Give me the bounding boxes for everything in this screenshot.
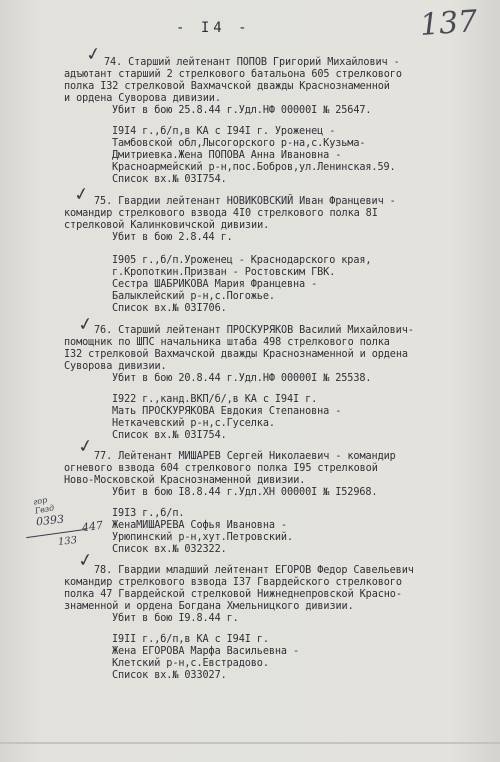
entry-74-details: Красноармейский р-н,пос.Бобров,ул.Ленинская.59. <box>112 162 396 173</box>
entry-77-details: I9I3 г.,б/п. <box>112 508 185 519</box>
entry-76-list: Список вх.№ 03I754. <box>112 430 227 441</box>
page-number: - I4 - <box>176 20 251 36</box>
margin-note: гор Гвзд <box>32 495 55 516</box>
check-mark-icon: ✓ <box>76 434 95 459</box>
entry-75-details: Балыклейский р-н,с.Погожье. <box>112 291 275 302</box>
entry-76-details: I922 г.,канд.ВКП/б/,в КА с I94I г. <box>112 394 318 405</box>
check-mark-icon: ✓ <box>76 312 95 337</box>
margin-note: 133 <box>57 535 78 548</box>
entry-76-details: Неткачевский р-н,с.Гуселка. <box>112 418 275 429</box>
entry-77-text: огневого взвода 604 стрелкового полка I95 стрелковой <box>64 463 378 474</box>
entry-76-text: помощник по ШПС начальника штаба 498 стрелкового полка <box>64 337 390 348</box>
check-mark-icon: ✓ <box>76 548 95 573</box>
entry-78-killed: Убит в бою I9.8.44 г. <box>112 613 239 624</box>
entry-77-header: 77. Лейтенант МИШАРЕВ Сергей Николаевич - командир <box>94 451 396 462</box>
entry-74-text: полка I32 стрелковой Вахмачской дважды Краснознаменной <box>64 81 390 92</box>
check-mark-icon: ✓ <box>72 182 91 207</box>
archive-number: 137 <box>418 4 479 43</box>
entry-77-killed: Убит в бою I8.8.44 г.Удл.ХН 00000I № I52968. <box>112 487 378 498</box>
margin-note: 447 <box>81 518 104 535</box>
entry-75-text: командир стрелкового взвода 4I0 стрелкового полка 8I <box>64 208 378 219</box>
entry-74-text: и ордена Суворова дивизии. <box>64 93 221 104</box>
entry-75-details: г.Кропоткин.Призван - Ростовским ГВК. <box>112 267 336 278</box>
entry-76-text: I32 стрелковой Вахмачской дважды Краснознаменной и ордена <box>64 349 408 360</box>
entry-75-text: стрелковой Калинковичской дивизии. <box>64 220 270 231</box>
entry-77-details: Урюпинский р-н,хут.Петровский. <box>112 532 294 543</box>
entry-78-details: I9II г.,б/п,в КА с I94I г. <box>112 634 269 645</box>
entry-77-details: ЖенаМИШАРЕВА Софья Ивановна - <box>112 520 287 531</box>
entry-76-killed: Убит в бою 20.8.44 г.Удл.НФ 00000I № 25538. <box>112 373 372 384</box>
margin-note: 0393 <box>35 512 65 529</box>
entry-74-text: адъютант старший 2 стрелкового батальона 605 стрелкового <box>64 69 402 80</box>
entry-76-details: Мать ПРОСКУРЯКОВА Евдокия Степановна - <box>112 406 342 417</box>
entry-74-header: 74. Старший лейтенант ПОПОВ Григорий Михайлович - <box>104 57 400 68</box>
entry-74-details: Дмитриевка.Жена ПОПОВА Анна Ивановна - <box>112 150 342 161</box>
entry-78-details: Клетский р-н,с.Евстрадово. <box>112 658 269 669</box>
entry-78-text: полка 47 Гвардейской стрелковой Нижнеднепровской Красно- <box>64 589 402 600</box>
entry-75-list: Список вх.№ 03I706. <box>112 303 227 314</box>
entry-76-header: 76. Старший лейтенант ПРОСКУРЯКОВ Василий Михайлович- <box>94 325 414 336</box>
entry-75-details: I905 г.,б/п.Уроженец - Краснодарского края, <box>112 255 372 266</box>
entry-77-list: Список вх.№ 032322. <box>112 544 227 555</box>
entry-74-list: Список вх.№ 03I754. <box>112 174 227 185</box>
entry-78-details: Жена ЕГОРОВА Марфа Васильевна - <box>112 646 300 657</box>
margin-note-underline <box>26 529 86 538</box>
entry-75-header: 75. Гвардии лейтенант НОВИКОВСКИЙ Иван Францевич - <box>94 196 396 207</box>
entry-78-text: командир стрелкового взвода I37 Гвардейского стрелкового <box>64 577 402 588</box>
entry-78-text: знаменной и ордена Богдана Хмельницкого дивизии. <box>64 601 354 612</box>
entry-75-details: Сестра ШАБРИКОВА Мария Францевна - <box>112 279 318 290</box>
page-edge <box>0 742 500 744</box>
entry-78-header: 78. Гвардии младший лейтенант ЕГОРОВ Федор Савельевич <box>94 565 414 576</box>
entry-76-text: Суворова дивизии. <box>64 361 167 372</box>
entry-74-details: Тамбовской обл,Лысогорского р-на,с.Кузьма- <box>112 138 366 149</box>
entry-74-details: I9I4 г.,б/п,в КА с I94I г. Уроженец - <box>112 126 336 137</box>
entry-78-list: Список вх.№ 033027. <box>112 670 227 681</box>
entry-75-killed: Убит в бою 2.8.44 г. <box>112 232 233 243</box>
entry-77-text: Ново-Московской Краснознаменной дивизии. <box>64 475 306 486</box>
check-mark-icon: ✓ <box>84 42 103 67</box>
entry-74-killed: Убит в бою 25.8.44 г.Удл.НФ 00000I № 25647. <box>112 105 372 116</box>
